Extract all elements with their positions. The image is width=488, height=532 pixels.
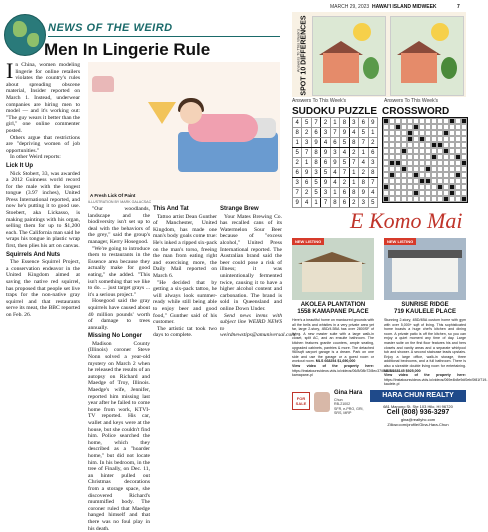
sudoku-row [293, 168, 378, 178]
paragraph: In other Weird reports: [10, 154, 61, 161]
listing-1-video-label: View video of the property here: [292, 363, 374, 368]
spot-difference-answers [292, 12, 466, 97]
sudoku-row [293, 118, 378, 128]
listing-2-address: 719 KAULELE PLACE [393, 309, 456, 315]
sudoku-cell: 9 [302, 168, 311, 178]
sudoku-cell: 1 [349, 178, 358, 188]
sudoku-cell: 7 [321, 198, 330, 208]
sudoku-cell: 1 [330, 188, 339, 198]
sudoku-cell: 1 [293, 138, 302, 148]
sudoku-row [293, 158, 378, 168]
agent-credentials [334, 398, 364, 416]
sudoku-cell: 4 [302, 198, 311, 208]
agent-phone[interactable]: Cell (808) 936-3297 [386, 409, 450, 416]
spot-picture-left [312, 16, 386, 96]
sudoku-bar: Answers To This Week's [292, 98, 347, 104]
listing-2-name: SUNRISE RIDGE [401, 302, 449, 308]
listing-1-address: 1558 KAMAPANE PLACE [297, 309, 369, 315]
sudoku-cell: 4 [321, 138, 330, 148]
sudoku-cell: 1 [302, 158, 311, 168]
sudoku-cell: 8 [293, 128, 302, 138]
crossword-cell [461, 196, 467, 202]
sudoku-cell: 3 [330, 148, 339, 158]
sudoku-cell: 1 [368, 128, 378, 138]
paragraph: Others argue that restrictions are "depriving women of job opportunities." [6, 134, 80, 154]
sudoku-cell: 6 [302, 178, 311, 188]
issue-date: MARCH 29, 2023 [330, 4, 370, 10]
sudoku-cell: 4 [293, 118, 302, 128]
paragraph: Madison County (Illinois) coroner Steve Nonn solved a year-old mystery on March 2 when he released the results of an autopsy on Richard and Maedge of Troy, Illinois. Maedge's wife, Jennifer, reported him missing last year after he failed to come home from work, KTVI-TV reported. His car, wallet and keys were at the house, but she couldn't find him. Police searched the home, which they described as a "hoarder home," but did not locate him. In his bedroom, in the tree of Finally, on Dec. 11, an hinter pulled out Christmas decorations from a storage space, she discovered Richard's mummified body. The coroner ruled that Maedge hanged himself and that there was no foul play in his death. [88, 340, 150, 532]
agent-email[interactable]: gina@realtyhc.com [400, 417, 436, 422]
paragraph: "Our woodlands, landscape and the biodiversity isn't set up to deal with the behaviors of the grey," said the group's manager, Kerry Hosegood. [88, 206, 150, 245]
agent-zillow-link[interactable]: Zillow.com/profile/Gina-Hara-Chun [387, 422, 449, 427]
sudoku-cell: 5 [311, 178, 320, 188]
sudoku-cell: 6 [311, 128, 320, 138]
submission-note: Send news items with subject line WEIRD NEWS to weirdnewstips@amuniversal.com. [220, 312, 297, 339]
headline: Men In Lingerie Rule [44, 40, 211, 59]
sudoku-cell: 8 [368, 168, 378, 178]
sudoku-cell: 9 [321, 178, 330, 188]
new-listing-tag: NEW LISTING [384, 238, 416, 245]
sudoku-cell: 7 [293, 188, 302, 198]
subhead: This And Tat [153, 206, 189, 212]
paragraph: "We're going to introduce them to restaurants in the Essence area because they actually make for good eating," she added. "This isn't something that we like to do. ... just target grays ... it's a serious project." [88, 245, 150, 298]
sudoku-cell: 7 [340, 168, 349, 178]
sudoku-cell: 9 [293, 198, 302, 208]
sudoku-cell: 2 [302, 128, 311, 138]
sudoku-cell: 4 [349, 128, 358, 138]
page-header [0, 0, 467, 12]
paragraph: Tattoo artist Dean Gunther of Manchester, United Kingdom, has made one man's body goals come true: He's inked a ripped six-pack on the man's torso, freeing the man from eating right and exercising more, the Daily Mail reported on March 6. [153, 213, 217, 279]
listing-1-mls: MLS 668254 $1,690,000 [315, 359, 356, 364]
brokerage-logo: HARA CHUN REALTY [370, 390, 466, 402]
sudoku-row [293, 148, 378, 158]
sudoku-cell: 6 [321, 158, 330, 168]
sudoku-cell: 4 [359, 158, 368, 168]
listing-2-video-link[interactable]: https://instatoursvideos.vids.io/videos/069e4b8e9d/0eb/0f81f719-kaulele-pl [384, 377, 488, 387]
agent-name: Gina Hara [334, 390, 363, 396]
spot-label-big: SPOT 10 DIFFERENCES [300, 15, 308, 96]
sudoku-cell: 2 [368, 138, 378, 148]
listing-1-text: Here's a beautiful home on manicured grounds with all the bells and whistles in a very private area yet far, large 2-story, 4BD/4.5BA has over 2800SF of living. A new master suite with a large walk-in closet, split AC, and an ensuite bathroom. The kitchen features granite counters, ample seating, upgraded cabinets, pantries & more. The detached 960sqft carport garage is a dream. Park on one side and use the garage or a guest room or workout room. [292, 318, 374, 364]
sudoku-cell: 8 [349, 188, 358, 198]
article-column-2 [88, 206, 150, 532]
sudoku-row [293, 138, 378, 148]
sudoku-cell: 7 [368, 178, 378, 188]
sudoku-cell: 8 [359, 178, 368, 188]
sudoku-cell: 9 [321, 148, 330, 158]
sudoku-cell: 3 [321, 128, 330, 138]
article-column-4 [220, 206, 297, 339]
sudoku-row [293, 178, 378, 188]
agent-designations: SFR, e-PRO, GRI, [334, 406, 364, 411]
sudoku-cell: 6 [368, 148, 378, 158]
sudoku-cell: 1 [349, 168, 358, 178]
sudoku-row [293, 128, 378, 138]
sudoku-cell: 2 [302, 188, 311, 198]
sudoku-cell: 8 [311, 148, 320, 158]
sudoku-cell: 4 [340, 148, 349, 158]
section-title: NEWS OF THE WEIRD [48, 22, 173, 34]
sudoku-cell: 7 [330, 128, 339, 138]
sudoku-cell: 5 [293, 148, 302, 158]
agent-photo [314, 392, 330, 412]
sudoku-cell: 5 [302, 118, 311, 128]
sudoku-cell: 6 [330, 138, 339, 148]
sudoku-grid [292, 117, 378, 208]
dropcap: I [6, 58, 14, 83]
sudoku-cell: 9 [340, 128, 349, 138]
subhead: Strange Brew [220, 206, 259, 212]
sudoku-cell: 2 [293, 158, 302, 168]
sudoku-cell: 3 [302, 138, 311, 148]
sudoku-cell: 8 [330, 198, 339, 208]
sudoku-cell: 6 [359, 118, 368, 128]
sudoku-cell: 5 [311, 188, 320, 198]
banner-title: E Komo Mai [350, 208, 463, 233]
for-sale-sign: FOR SALE [292, 392, 310, 410]
sudoku-cell: 4 [330, 178, 339, 188]
realestate-banner [292, 206, 466, 236]
sudoku-cell: 1 [311, 198, 320, 208]
sudoku-cell: 5 [321, 168, 330, 178]
sudoku-cell: 2 [321, 118, 330, 128]
illustration-caption: A Fresh Lick Of Paint [90, 193, 136, 198]
sudoku-cell: 5 [340, 138, 349, 148]
sudoku-cell: 4 [368, 188, 378, 198]
brokerage-contact [370, 404, 466, 427]
sudoku-cell: 7 [302, 148, 311, 158]
illustration-credit: ILLUSTRATION BY MARK GALACSAC [88, 200, 152, 204]
paragraph: Your Mates Brewing Co. has recalled cans of its Watermelon Sour Beer because of "excess alcohol," United Press International reported. The Australian brand said the beer could pose a risk of illness; it was unintentionally fermented twice, causing it to have a higher alcohol content and carbonation. The brand is sold in Queensland and online Down Under. [220, 213, 282, 312]
crossword-grid [382, 117, 468, 203]
sudoku-cell: 7 [311, 118, 320, 128]
listing-1-description [292, 318, 395, 378]
sudoku-cell: 9 [311, 138, 320, 148]
page-number: 7 [457, 4, 460, 10]
brokerage-address: 681 Manono St. Ste 103 Hilo, HI 96720 [383, 404, 453, 409]
agent-designations-2: SRS, MRP [334, 411, 352, 416]
sudoku-title: SUDOKU PUZZLE [292, 106, 377, 117]
listing-2-video-label: View video of the property here: [384, 373, 466, 378]
sudoku-cell: 3 [349, 118, 358, 128]
sudoku-cell: 2 [340, 178, 349, 188]
sudoku-cell: 5 [359, 128, 368, 138]
paragraph: Hosegood said the gray squirrels have caused about 40 million pounds' worth of damage to trees annually. [88, 298, 150, 331]
paragraph: "He decided that by getting a six-pack tattoo, he will always look summer-ready while still being able to enjoy beer and good food," Gunther said of his customer. [153, 279, 217, 326]
publication-name: HAWAI'I ISLAND MIDWEEK [372, 4, 437, 10]
listing-photo-1 [292, 238, 374, 300]
sudoku-cell: 8 [340, 118, 349, 128]
spot-label-small: Answers To This Week's [295, 28, 301, 73]
sudoku-cell: 6 [293, 168, 302, 178]
agent-license: RB-21002 [334, 402, 351, 407]
globe-icon [4, 14, 46, 56]
paragraph: The Essence Squirrel Project, a conservation endeavor in the United Kingdom aimed at saving the native red squirrel, has proposed that people set live traps for the non-native gray squirrel and that restaurants serve its meat, the BBC reported on Feb. 26. [6, 259, 80, 318]
subhead: Squirrels And Nuts [6, 251, 61, 258]
sudoku-cell: 7 [359, 138, 368, 148]
subhead: Missing No Longer [88, 333, 142, 340]
sudoku-cell: 9 [368, 118, 378, 128]
listing-2-mls: MLS 668145 $925,000 [384, 368, 421, 373]
sudoku-cell: 3 [293, 178, 302, 188]
article-illustration [88, 62, 280, 200]
sudoku-cell: 9 [359, 188, 368, 198]
crossword-bar: Answers To This Week's [384, 98, 439, 104]
spot-picture-right [390, 16, 464, 96]
sudoku-cell: 8 [311, 158, 320, 168]
agent-card [292, 390, 466, 478]
sudoku-cell: 6 [340, 188, 349, 198]
sudoku-cell: 3 [359, 198, 368, 208]
paragraph: Nick Stobert, 33, was awarded a 2012 Guinness world record for the male with the longest tongue (3.97 inches), United Press International reported, and now he's putting it to good use. Stoebert, aka Lickasso, is making paintings with his organ, selling them for up to $1,200 each. The California man said he wraps his tongue in plastic wrap first, then plies his art on canvas. [6, 170, 80, 250]
listing-2-text: Stunning 2-story, 4BD/4BA custom home with gym with over 5,000+ sqft of living. This sophisticated home boasts a huge chef's kitchen and dining room. A private patio is off the kitchen, so you can enjoy a quiet moment any time of day. Large master suite on the first floor features his and hers closets and vanity areas and a separate whirlpool tub and shower. A second staircase leads upstairs. Enjoy a large office, walk-in storage, three additional bedrooms, and a full bathroom. There is also a sizeable double living room for entertaining. [384, 318, 466, 368]
article-column-1 [6, 58, 80, 319]
listing-1-video-link[interactable]: https://instatoursvideos.vids.io/videos/06/8/08b72/8ec37/8/1558-kamapane-pl [292, 368, 395, 378]
article-column-3 [153, 206, 217, 339]
crossword-title: CROSSWORD [382, 106, 450, 117]
subhead: Lick It Up [6, 162, 34, 169]
agent-surname: Chun [334, 398, 343, 402]
new-listing-tag: NEW LISTING [292, 238, 324, 245]
listing-2-description [384, 318, 488, 387]
sudoku-cell: 6 [340, 198, 349, 208]
sudoku-cell: 7 [349, 158, 358, 168]
paragraph: The artistic tat took two days to complete. [153, 325, 217, 339]
sudoku-row [293, 188, 378, 198]
sudoku-cell: 2 [359, 168, 368, 178]
listing-photo-2 [384, 238, 466, 300]
listing-1-name: AKOLEA PLANTATION [300, 302, 366, 308]
sudoku-cell: 3 [311, 168, 320, 178]
sudoku-cell: 8 [349, 138, 358, 148]
sudoku-cell: 3 [368, 158, 378, 168]
sudoku-cell: 5 [368, 198, 378, 208]
sudoku-cell: 9 [330, 158, 339, 168]
paragraph: n China, women modeling lingerie for online retailers violates the country's rules about spreading obscene material, Insider reported on March 1. Instead, underwear companies are hiring men to model — and it's working out: "The guy wears it better than the girl," one online commenter posted. [6, 62, 80, 134]
sudoku-cell: 2 [349, 148, 358, 158]
section-rule [48, 36, 280, 37]
sudoku-cell: 5 [340, 158, 349, 168]
sudoku-cell: 1 [359, 148, 368, 158]
sudoku-cell: 3 [321, 188, 330, 198]
sudoku-cell: 1 [330, 118, 339, 128]
sudoku-cell: 2 [349, 198, 358, 208]
sudoku-cell: 4 [330, 168, 339, 178]
